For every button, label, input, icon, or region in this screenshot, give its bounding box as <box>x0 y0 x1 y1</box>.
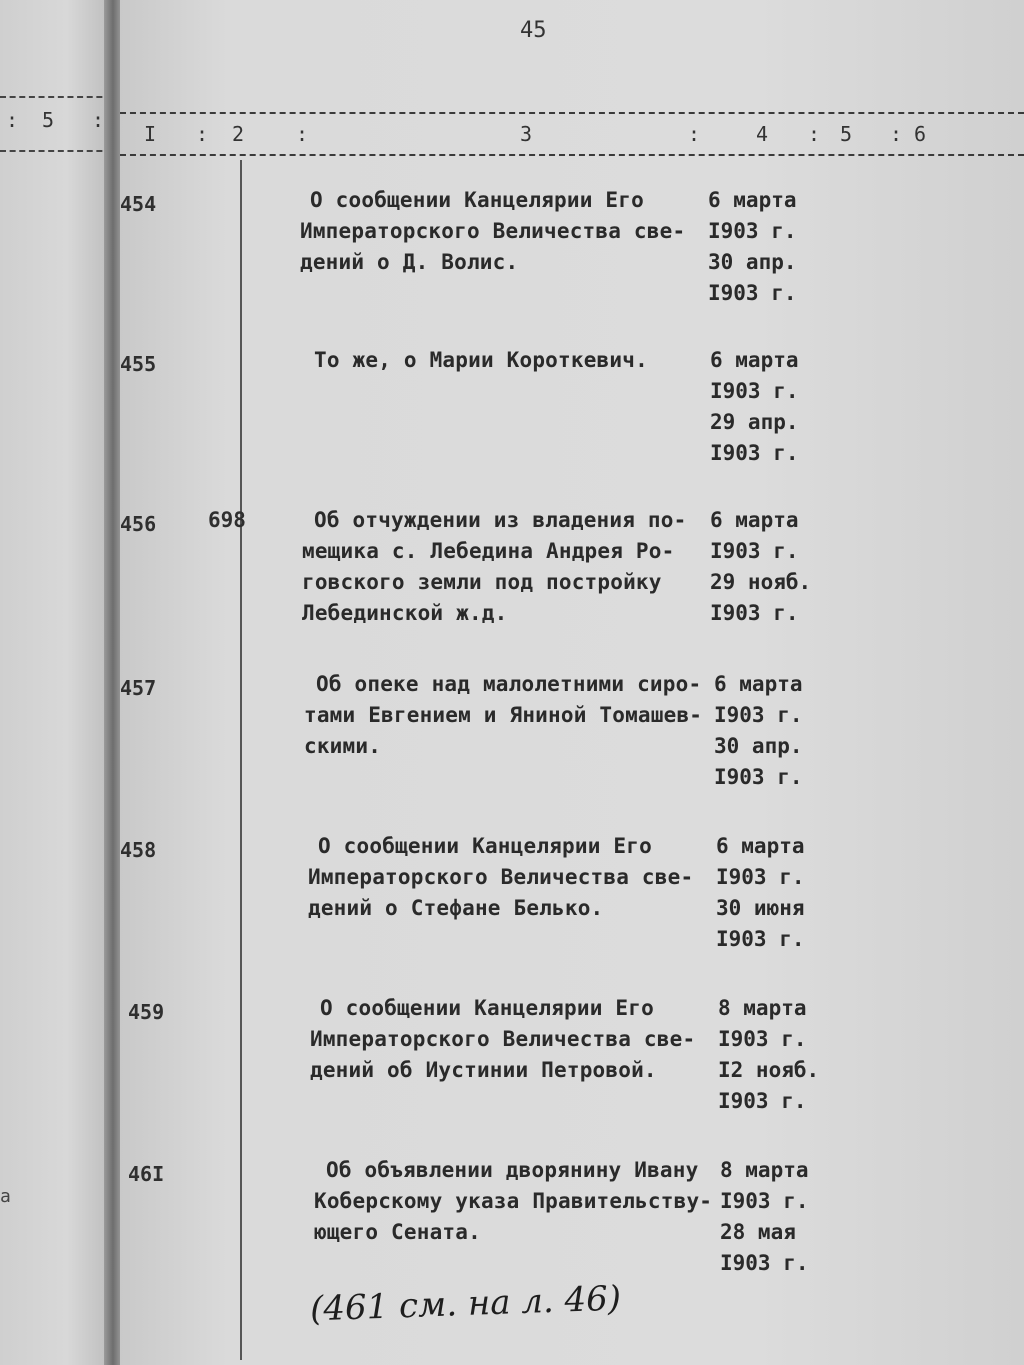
entry-date-line: I903 г. <box>714 765 803 789</box>
header-sep: : <box>890 122 903 146</box>
handwritten-note: (461 см. на л. 46) <box>309 1278 622 1330</box>
entry-date-line: 6 марта <box>710 508 799 532</box>
entry-date-line: I903 г. <box>710 441 799 465</box>
entry-date-line: I903 г. <box>720 1189 809 1213</box>
entry-date-line: 29 апр. <box>710 410 799 434</box>
previous-page-header <box>0 96 112 152</box>
entry-date-line: 6 марта <box>716 834 805 858</box>
entry-text-line: Императорского Величества све- <box>310 1027 696 1051</box>
entry-text-line: О сообщении Канцелярии Его <box>318 834 652 858</box>
entry-text-line: скими. <box>304 734 382 758</box>
entry-date-line: I903 г. <box>710 539 799 563</box>
header-col-4: 4 <box>756 122 769 146</box>
entry-col2: 698 <box>208 508 246 532</box>
entry-text-line: О сообщении Канцелярии Его <box>310 188 644 212</box>
previous-header-cell: : <box>6 108 19 132</box>
entry-number: 455 <box>120 352 157 376</box>
entry-number: 459 <box>128 1000 165 1024</box>
entry-date-line: 28 мая <box>720 1220 796 1244</box>
document-page <box>120 0 1024 1365</box>
entry-text-line: говского земли под постройку <box>302 570 662 594</box>
previous-header-cell: 5 <box>42 108 55 132</box>
previous-page-stray-char: a <box>0 1186 11 1207</box>
entry-date-line: I903 г. <box>708 219 797 243</box>
entry-date-line: I903 г. <box>716 927 805 951</box>
entry-date-line: I2 нояб. <box>718 1058 820 1082</box>
entry-text-line: Коберскому указа Правительству- <box>314 1189 713 1213</box>
entry-date-line: I903 г. <box>716 865 805 889</box>
entry-text-line: Императорского Величества све- <box>300 219 686 243</box>
entry-date-line: 6 марта <box>714 672 803 696</box>
header-sep: : <box>196 122 209 146</box>
entry-date-line: I903 г. <box>708 281 797 305</box>
entry-number: 457 <box>120 676 157 700</box>
header-sep: : <box>688 122 701 146</box>
entry-date-line: 8 марта <box>718 996 807 1020</box>
entry-date-line: I903 г. <box>718 1027 807 1051</box>
entry-text-line: То же, о Марии Короткевич. <box>314 348 648 372</box>
previous-header-rule-bottom <box>0 150 112 152</box>
entry-date-line: 30 апр. <box>714 734 803 758</box>
entry-date-line: 30 июня <box>716 896 805 920</box>
entry-number: 456 <box>120 512 157 536</box>
entry-text-line: Об отчуждении из владения по- <box>314 508 687 532</box>
previous-header-cell: : <box>92 108 105 132</box>
header-col-1: I <box>144 122 157 146</box>
entry-date-line: 6 марта <box>710 348 799 372</box>
entry-text-line: мещика с. Лебедина Андрея Ро- <box>302 539 675 563</box>
entry-date-line: I903 г. <box>710 379 799 403</box>
previous-page <box>0 0 112 1365</box>
header-col-5: 5 <box>840 122 853 146</box>
header-sep: : <box>296 122 309 146</box>
entry-text-line: О сообщении Канцелярии Его <box>320 996 654 1020</box>
entry-text-line: дений о Д. Волис. <box>300 250 519 274</box>
entry-text-line: Об объявлении дворянину Ивану <box>326 1158 699 1182</box>
header-rule-top <box>120 112 1024 114</box>
margin-line <box>240 160 242 1360</box>
entry-date-line: 8 марта <box>720 1158 809 1182</box>
header-sep: : <box>808 122 821 146</box>
entry-date-line: I903 г. <box>710 601 799 625</box>
header-col-6: 6 <box>914 122 927 146</box>
table-header <box>120 112 1024 156</box>
entry-date-line: I903 г. <box>720 1251 809 1275</box>
entry-number: 46I <box>128 1162 165 1186</box>
entry-number: 458 <box>120 838 157 862</box>
entry-date-line: 6 марта <box>708 188 797 212</box>
entry-number: 454 <box>120 192 157 216</box>
entry-date-line: 29 нояб. <box>710 570 812 594</box>
previous-header-rule-top <box>0 96 112 98</box>
entry-text-line: Императорского Величества све- <box>308 865 694 889</box>
entry-date-line: I903 г. <box>718 1089 807 1113</box>
page-number: 45 <box>520 18 547 43</box>
entry-text-line: тами Евгением и Яниной Томашев- <box>304 703 703 727</box>
entry-date-line: 30 апр. <box>708 250 797 274</box>
entry-text-line: дений об Иустинии Петровой. <box>310 1058 657 1082</box>
header-rule-bottom <box>120 154 1024 156</box>
header-col-2: 2 <box>232 122 245 146</box>
entry-text-line: дений о Стефане Белько. <box>308 896 604 920</box>
entry-text-line: Лебединской ж.д. <box>302 601 508 625</box>
entry-text-line: Об опеке над малолетними сиро- <box>316 672 702 696</box>
header-col-3: 3 <box>520 122 533 146</box>
entry-text-line: ющего Сената. <box>314 1220 481 1244</box>
entry-date-line: I903 г. <box>714 703 803 727</box>
